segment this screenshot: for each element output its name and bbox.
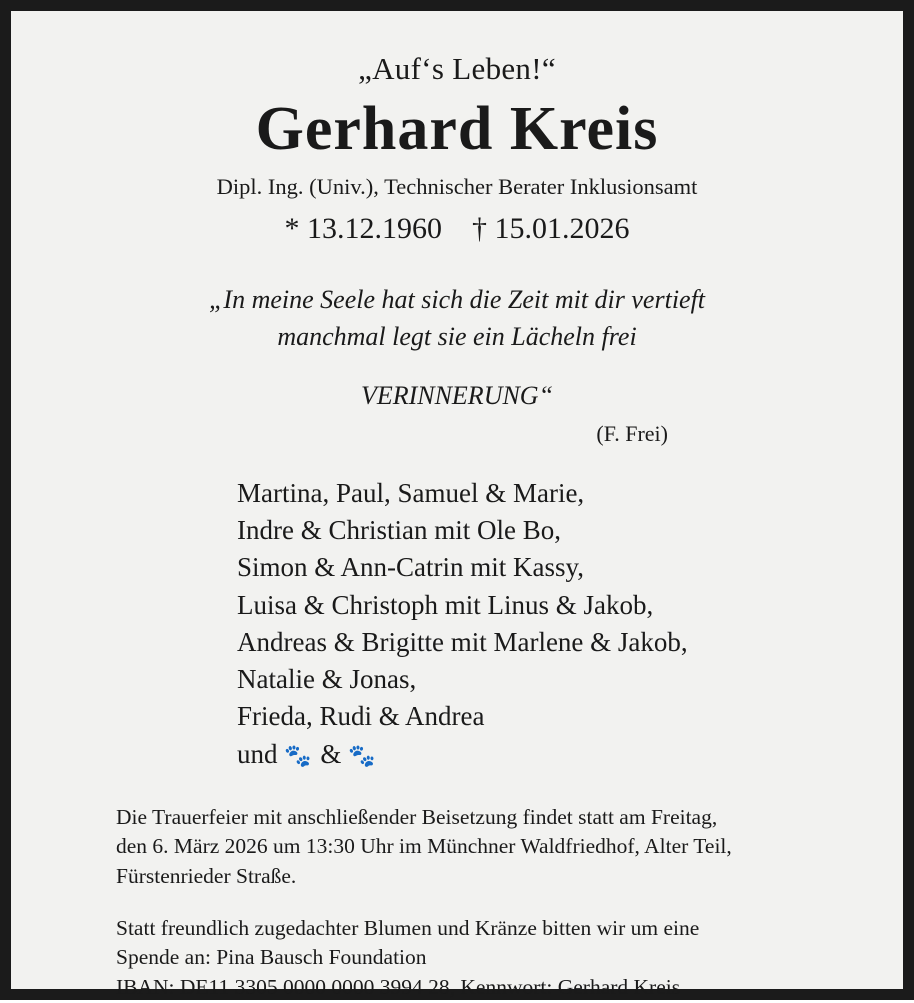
ceremony-line-1: Die Trauerfeier mit anschließender Beisetzung findet statt am Freitag, (116, 804, 718, 829)
poem-line-3: VERINNERUNG“ (360, 380, 554, 410)
birth-death-dates: * 13.12.1960 † 15.01.2026 (284, 212, 630, 246)
family-line: Simon & Ann-Catrin mit Kassy, (237, 552, 585, 583)
details-block (41, 803, 873, 1003)
family-line: Luisa & Christoph mit Linus & Jakob, (237, 589, 654, 620)
family-list (41, 475, 873, 773)
poem-line-2: manchmal legt sie ein Lächeln frei (277, 322, 637, 351)
family-line: Martina, Paul, Samuel & Marie, (237, 477, 585, 508)
donation-line-2: Spende an: Pina Bausch Foundation (116, 945, 427, 970)
family-line: Andreas & Brigitte mit Marlene & Jakob, (237, 626, 688, 657)
family-line: Natalie & Jonas, (237, 664, 417, 695)
motto-text: „Auf‘s Leben!“ (358, 51, 556, 86)
ceremony-line-3: Fürstenrieder Straße. (116, 864, 297, 889)
deceased-title: Dipl. Ing. (Univ.), Technischer Berater Inklusionsamt (216, 174, 698, 200)
poem-block (41, 282, 873, 415)
family-pets-line (237, 736, 873, 773)
donation-line-3: IBAN: DE11 3305 0000 0000 3994 28, Kennwort: Gerhard Kreis (116, 975, 681, 1000)
poem-author: (F. Frei) (596, 420, 668, 446)
ceremony-line-2: den 6. März 2026 um 13:30 Uhr im Münchner Waldfriedhof, Alter Teil, (116, 834, 732, 859)
paw-print-icon: 🐾 (284, 742, 314, 768)
poem-line-1: „In meine Seele hat sich die Zeit mit dir vertieft (208, 285, 706, 315)
pets-prefix-label: und (237, 738, 285, 769)
deceased-name: Gerhard Kreis (255, 95, 659, 163)
family-line: Indre & Christian mit Ole Bo, (237, 515, 561, 546)
pets-amp-label: & (313, 738, 349, 769)
donation-line-1: Statt freundlich zugedachter Blumen und Kränze bitten wir um eine (116, 915, 700, 940)
family-line: Frieda, Rudi & Andrea (237, 701, 485, 732)
paw-print-icon: 🐾 (348, 742, 378, 768)
